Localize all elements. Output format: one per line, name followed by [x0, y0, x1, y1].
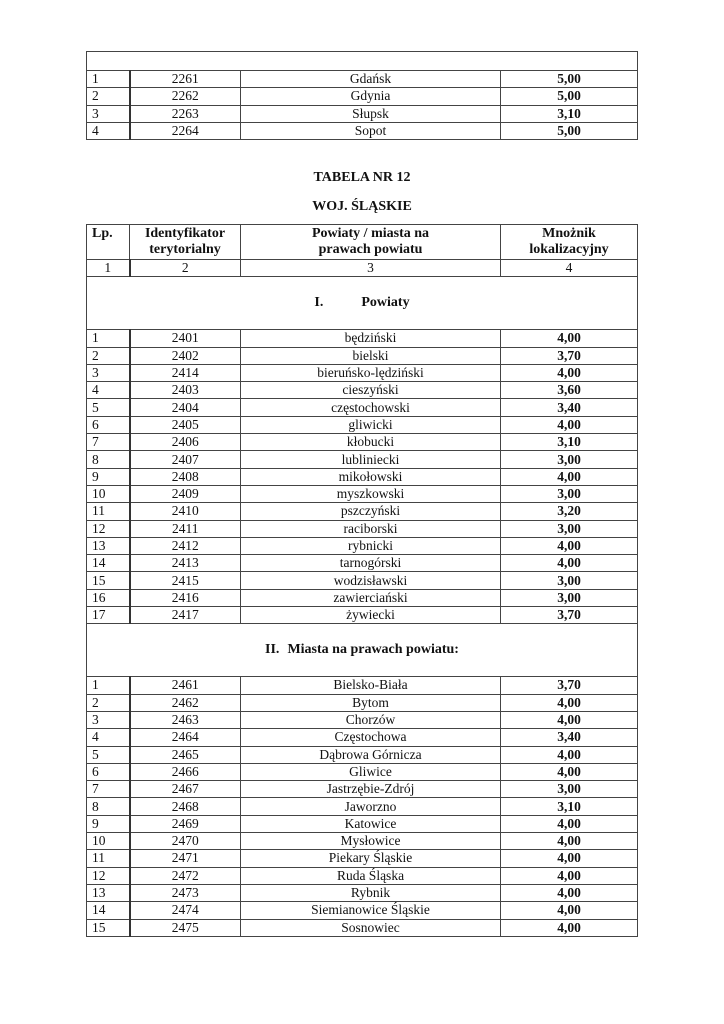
row-multiplier: 4,00 [501, 746, 638, 763]
header-lp: Lp. [87, 225, 130, 260]
row-lp: 2 [87, 347, 130, 364]
header-multiplier-line2: lokalizacyjny [529, 242, 609, 257]
row-lp: 7 [87, 434, 130, 451]
row-multiplier: 3,00 [501, 589, 638, 606]
row-multiplier: 5,00 [501, 71, 638, 88]
row-lp: 9 [87, 815, 130, 832]
row-name: pszczyński [241, 503, 501, 520]
row-identifier: 2413 [130, 555, 241, 572]
row-multiplier: 4,00 [501, 537, 638, 554]
row-name: Jastrzębie-Zdrój [241, 781, 501, 798]
row-lp: 4 [87, 122, 130, 139]
row-lp: 4 [87, 382, 130, 399]
header-row [87, 225, 638, 260]
row-name: bielski [241, 347, 501, 364]
row-name: mikołowski [241, 468, 501, 485]
header-name-line1: Powiaty / miasta na [311, 226, 430, 241]
row-name: raciborski [241, 520, 501, 537]
region-title: WOJ. ŚLĄSKIE [312, 199, 412, 214]
section-roman-numeral: I. [314, 295, 324, 311]
table-row [87, 88, 638, 105]
table-row [87, 815, 638, 832]
column-number: 1 [87, 260, 130, 277]
row-identifier: 2264 [130, 122, 241, 139]
table-row [87, 607, 638, 624]
row-name: żywiecki [241, 607, 501, 624]
row-multiplier: 5,00 [501, 88, 638, 105]
table-row [87, 122, 638, 139]
table-row [87, 416, 638, 433]
row-identifier: 2407 [130, 451, 241, 468]
row-lp: 10 [87, 485, 130, 502]
row-name: kłobucki [241, 434, 501, 451]
row-lp: 11 [87, 503, 130, 520]
row-identifier: 2468 [130, 798, 241, 815]
row-lp: 11 [87, 850, 130, 867]
row-lp: 4 [87, 729, 130, 746]
row-name: Słupsk [241, 105, 501, 122]
row-multiplier: 3,70 [501, 677, 638, 694]
table-row [87, 468, 638, 485]
blank-header-row [87, 52, 638, 71]
row-identifier: 2467 [130, 781, 241, 798]
row-multiplier: 4,00 [501, 711, 638, 728]
row-multiplier: 4,00 [501, 694, 638, 711]
row-name: Częstochowa [241, 729, 501, 746]
row-multiplier: 3,10 [501, 105, 638, 122]
row-multiplier: 4,00 [501, 867, 638, 884]
table-row [87, 867, 638, 884]
row-multiplier: 3,20 [501, 503, 638, 520]
row-identifier: 2403 [130, 382, 241, 399]
row-identifier: 2412 [130, 537, 241, 554]
row-name: lubliniecki [241, 451, 501, 468]
row-multiplier: 4,00 [501, 763, 638, 780]
table-row [87, 572, 638, 589]
row-multiplier: 3,00 [501, 451, 638, 468]
row-name: Gliwice [241, 763, 501, 780]
table-row [87, 763, 638, 780]
table-row [87, 105, 638, 122]
row-identifier: 2409 [130, 485, 241, 502]
row-multiplier: 3,00 [501, 781, 638, 798]
row-name: Rybnik [241, 884, 501, 901]
row-name: Piekary Śląskie [241, 850, 501, 867]
row-name: gliwicki [241, 416, 501, 433]
table-row [87, 833, 638, 850]
row-name: Katowice [241, 815, 501, 832]
column-number: 2 [130, 260, 241, 277]
row-identifier: 2405 [130, 416, 241, 433]
row-multiplier: 3,70 [501, 607, 638, 624]
table-row [87, 399, 638, 416]
row-multiplier: 4,00 [501, 884, 638, 901]
row-multiplier: 3,00 [501, 485, 638, 502]
row-multiplier: 4,00 [501, 416, 638, 433]
row-name: Siemianowice Śląskie [241, 902, 501, 919]
column-number-row [87, 260, 638, 277]
row-identifier: 2464 [130, 729, 241, 746]
row-identifier: 2415 [130, 572, 241, 589]
table-row [87, 485, 638, 502]
row-multiplier: 3,40 [501, 729, 638, 746]
row-lp: 14 [87, 555, 130, 572]
table-title: TABELA NR 12 [313, 170, 411, 185]
row-multiplier: 4,00 [501, 555, 638, 572]
table-row [87, 364, 638, 381]
row-name: Dąbrowa Górnicza [241, 746, 501, 763]
row-identifier: 2406 [130, 434, 241, 451]
row-name: Bielsko-Biała [241, 677, 501, 694]
row-name: Chorzów [241, 711, 501, 728]
row-name: myszkowski [241, 485, 501, 502]
row-name: Ruda Śląska [241, 867, 501, 884]
row-name: rybnicki [241, 537, 501, 554]
row-multiplier: 4,00 [501, 833, 638, 850]
table-row [87, 434, 638, 451]
row-identifier: 2465 [130, 746, 241, 763]
row-lp: 2 [87, 88, 130, 105]
row-name: Sosnowiec [241, 919, 501, 936]
row-name: Gdynia [241, 88, 501, 105]
row-name: bieruńsko-lędziński [241, 364, 501, 381]
row-identifier: 2261 [130, 71, 241, 88]
row-lp: 12 [87, 520, 130, 537]
silesia-multiplier-table [86, 224, 638, 937]
row-name: tarnogórski [241, 555, 501, 572]
row-identifier: 2404 [130, 399, 241, 416]
row-lp: 13 [87, 537, 130, 554]
table-row [87, 919, 638, 936]
row-multiplier: 3,40 [501, 399, 638, 416]
table-row [87, 503, 638, 520]
row-name: Gdańsk [241, 71, 501, 88]
table-row [87, 382, 638, 399]
table-row [87, 798, 638, 815]
row-name: Sopot [241, 122, 501, 139]
table-row [87, 451, 638, 468]
row-lp: 14 [87, 902, 130, 919]
table-row [87, 902, 638, 919]
row-lp: 3 [87, 105, 130, 122]
table-row [87, 694, 638, 711]
table-row [87, 729, 638, 746]
row-identifier: 2417 [130, 607, 241, 624]
row-lp: 10 [87, 833, 130, 850]
row-lp: 13 [87, 884, 130, 901]
row-lp: 3 [87, 711, 130, 728]
row-lp: 3 [87, 364, 130, 381]
row-name: częstochowski [241, 399, 501, 416]
row-multiplier: 3,00 [501, 572, 638, 589]
table-row [87, 347, 638, 364]
header-identifier [130, 225, 241, 260]
column-number: 3 [241, 260, 501, 277]
row-identifier: 2410 [130, 503, 241, 520]
header-identifier-line2: terytorialny [149, 242, 221, 257]
table-row [87, 781, 638, 798]
row-identifier: 2474 [130, 902, 241, 919]
row-identifier: 2416 [130, 589, 241, 606]
header-identifier-line1: Identyfikator [144, 226, 226, 241]
section-label: Powiaty [361, 295, 410, 311]
row-multiplier: 4,00 [501, 364, 638, 381]
row-lp: 7 [87, 781, 130, 798]
table-row [87, 589, 638, 606]
table-row [87, 677, 638, 694]
table-row [87, 555, 638, 572]
table-row [87, 537, 638, 554]
row-lp: 9 [87, 468, 130, 485]
row-identifier: 2470 [130, 833, 241, 850]
row-lp: 2 [87, 694, 130, 711]
row-identifier: 2466 [130, 763, 241, 780]
row-lp: 12 [87, 867, 130, 884]
table-row [87, 330, 638, 347]
row-lp: 8 [87, 451, 130, 468]
row-multiplier: 3,60 [501, 382, 638, 399]
row-lp: 16 [87, 589, 130, 606]
row-name: cieszyński [241, 382, 501, 399]
table-row [87, 884, 638, 901]
row-multiplier: 3,70 [501, 347, 638, 364]
column-number: 4 [501, 260, 638, 277]
previous-table-continuation [86, 51, 638, 140]
row-multiplier: 4,00 [501, 850, 638, 867]
row-name: zawierciański [241, 589, 501, 606]
row-lp: 8 [87, 798, 130, 815]
table-row [87, 850, 638, 867]
row-multiplier: 3,00 [501, 520, 638, 537]
row-multiplier: 5,00 [501, 122, 638, 139]
row-lp: 1 [87, 330, 130, 347]
row-identifier: 2469 [130, 815, 241, 832]
row-identifier: 2462 [130, 694, 241, 711]
row-identifier: 2408 [130, 468, 241, 485]
row-lp: 5 [87, 399, 130, 416]
table-row [87, 71, 638, 88]
row-name: Bytom [241, 694, 501, 711]
row-multiplier: 3,10 [501, 798, 638, 815]
row-identifier: 2401 [130, 330, 241, 347]
section-header-powiaty [87, 277, 638, 330]
section-roman-numeral: II. [265, 642, 280, 658]
table-row [87, 711, 638, 728]
row-lp: 1 [87, 677, 130, 694]
section-label: Miasta na prawach powiatu: [287, 642, 459, 658]
row-identifier: 2402 [130, 347, 241, 364]
row-identifier: 2473 [130, 884, 241, 901]
row-identifier: 2411 [130, 520, 241, 537]
row-name: wodzisławski [241, 572, 501, 589]
row-identifier: 2263 [130, 105, 241, 122]
row-lp: 15 [87, 919, 130, 936]
row-lp: 15 [87, 572, 130, 589]
row-multiplier: 4,00 [501, 330, 638, 347]
section-header-miasta [87, 624, 638, 677]
row-multiplier: 4,00 [501, 902, 638, 919]
header-name [241, 225, 501, 260]
row-multiplier: 3,10 [501, 434, 638, 451]
row-lp: 1 [87, 71, 130, 88]
row-lp: 6 [87, 416, 130, 433]
row-identifier: 2262 [130, 88, 241, 105]
row-identifier: 2471 [130, 850, 241, 867]
header-multiplier [501, 225, 638, 260]
header-multiplier-line1: Mnożnik [542, 226, 596, 241]
row-identifier: 2472 [130, 867, 241, 884]
row-identifier: 2463 [130, 711, 241, 728]
row-multiplier: 4,00 [501, 815, 638, 832]
row-lp: 5 [87, 746, 130, 763]
row-identifier: 2414 [130, 364, 241, 381]
row-name: będziński [241, 330, 501, 347]
row-identifier: 2461 [130, 677, 241, 694]
row-multiplier: 4,00 [501, 468, 638, 485]
row-lp: 17 [87, 607, 130, 624]
table-row [87, 520, 638, 537]
table-row [87, 746, 638, 763]
row-name: Jaworzno [241, 798, 501, 815]
header-name-line2: prawach powiatu [318, 242, 423, 257]
row-name: Mysłowice [241, 833, 501, 850]
row-multiplier: 4,00 [501, 919, 638, 936]
row-identifier: 2475 [130, 919, 241, 936]
row-lp: 6 [87, 763, 130, 780]
